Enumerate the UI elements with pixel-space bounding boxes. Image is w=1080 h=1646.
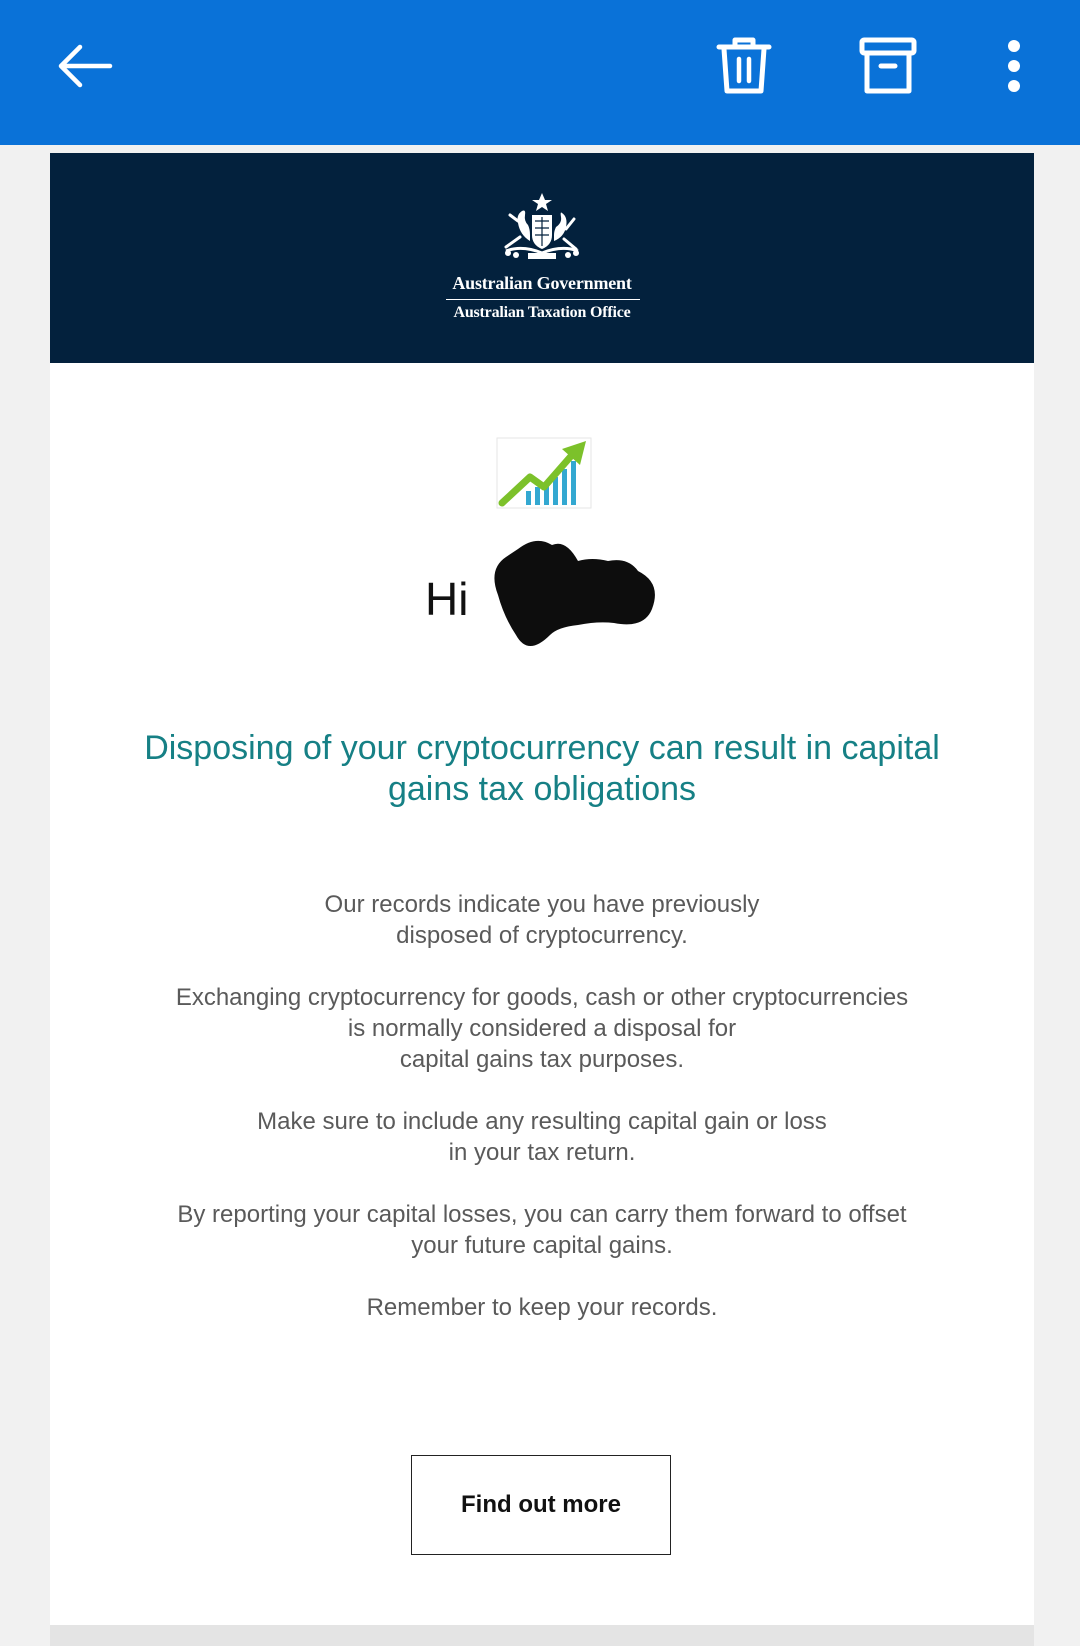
body-line: Make sure to include any resulting capital gain or loss (257, 1108, 827, 1135)
growth-chart-icon (496, 437, 592, 509)
paragraph-1 (110, 889, 974, 951)
greeting: Hi (425, 573, 469, 625)
gov-divider (446, 299, 640, 300)
paragraph-3 (110, 1106, 974, 1168)
email-body (110, 889, 974, 1354)
body-line: capital gains tax purposes. (399, 1046, 685, 1073)
redacted-name-scribble (488, 535, 668, 655)
email-toolbar (0, 0, 1080, 145)
body-line: disposed of cryptocurrency. (396, 922, 688, 949)
paragraph-5 (110, 1292, 974, 1323)
body-line: Exchanging cryptocurrency for goods, cash or other cryptocurrencies (175, 984, 909, 1011)
body-line: in your tax return. (448, 1139, 636, 1166)
ato-banner (50, 153, 1034, 363)
trash-icon (714, 35, 774, 97)
paragraph-2 (110, 982, 974, 1075)
back-button[interactable] (44, 26, 124, 106)
archive-icon (858, 35, 918, 97)
email-content (50, 153, 1034, 1646)
body-line: Remember to keep your records. (366, 1294, 718, 1321)
email-footer-strip (50, 1625, 1034, 1646)
more-vertical-icon (1004, 38, 1024, 94)
find-out-more-button[interactable]: Find out more (411, 1455, 671, 1555)
back-arrow-icon (54, 41, 114, 91)
paragraph-4 (110, 1199, 974, 1261)
gov-title: Australian Government (452, 273, 632, 293)
more-options-button[interactable] (974, 26, 1054, 106)
body-line: Our records indicate you have previously (324, 891, 760, 918)
body-line: By reporting your capital losses, you can carry them forward to offset (177, 1201, 907, 1228)
delete-button[interactable] (704, 26, 784, 106)
body-line: your future capital gains. (411, 1232, 673, 1259)
agency-title: Australian Taxation Office (453, 304, 631, 321)
email-headline: Disposing of your cryptocurrency can result in capital gains tax obligations (144, 729, 940, 808)
coat-of-arms-icon (492, 191, 592, 271)
body-line: is normally considered a disposal for (347, 1015, 737, 1042)
archive-button[interactable] (848, 26, 928, 106)
